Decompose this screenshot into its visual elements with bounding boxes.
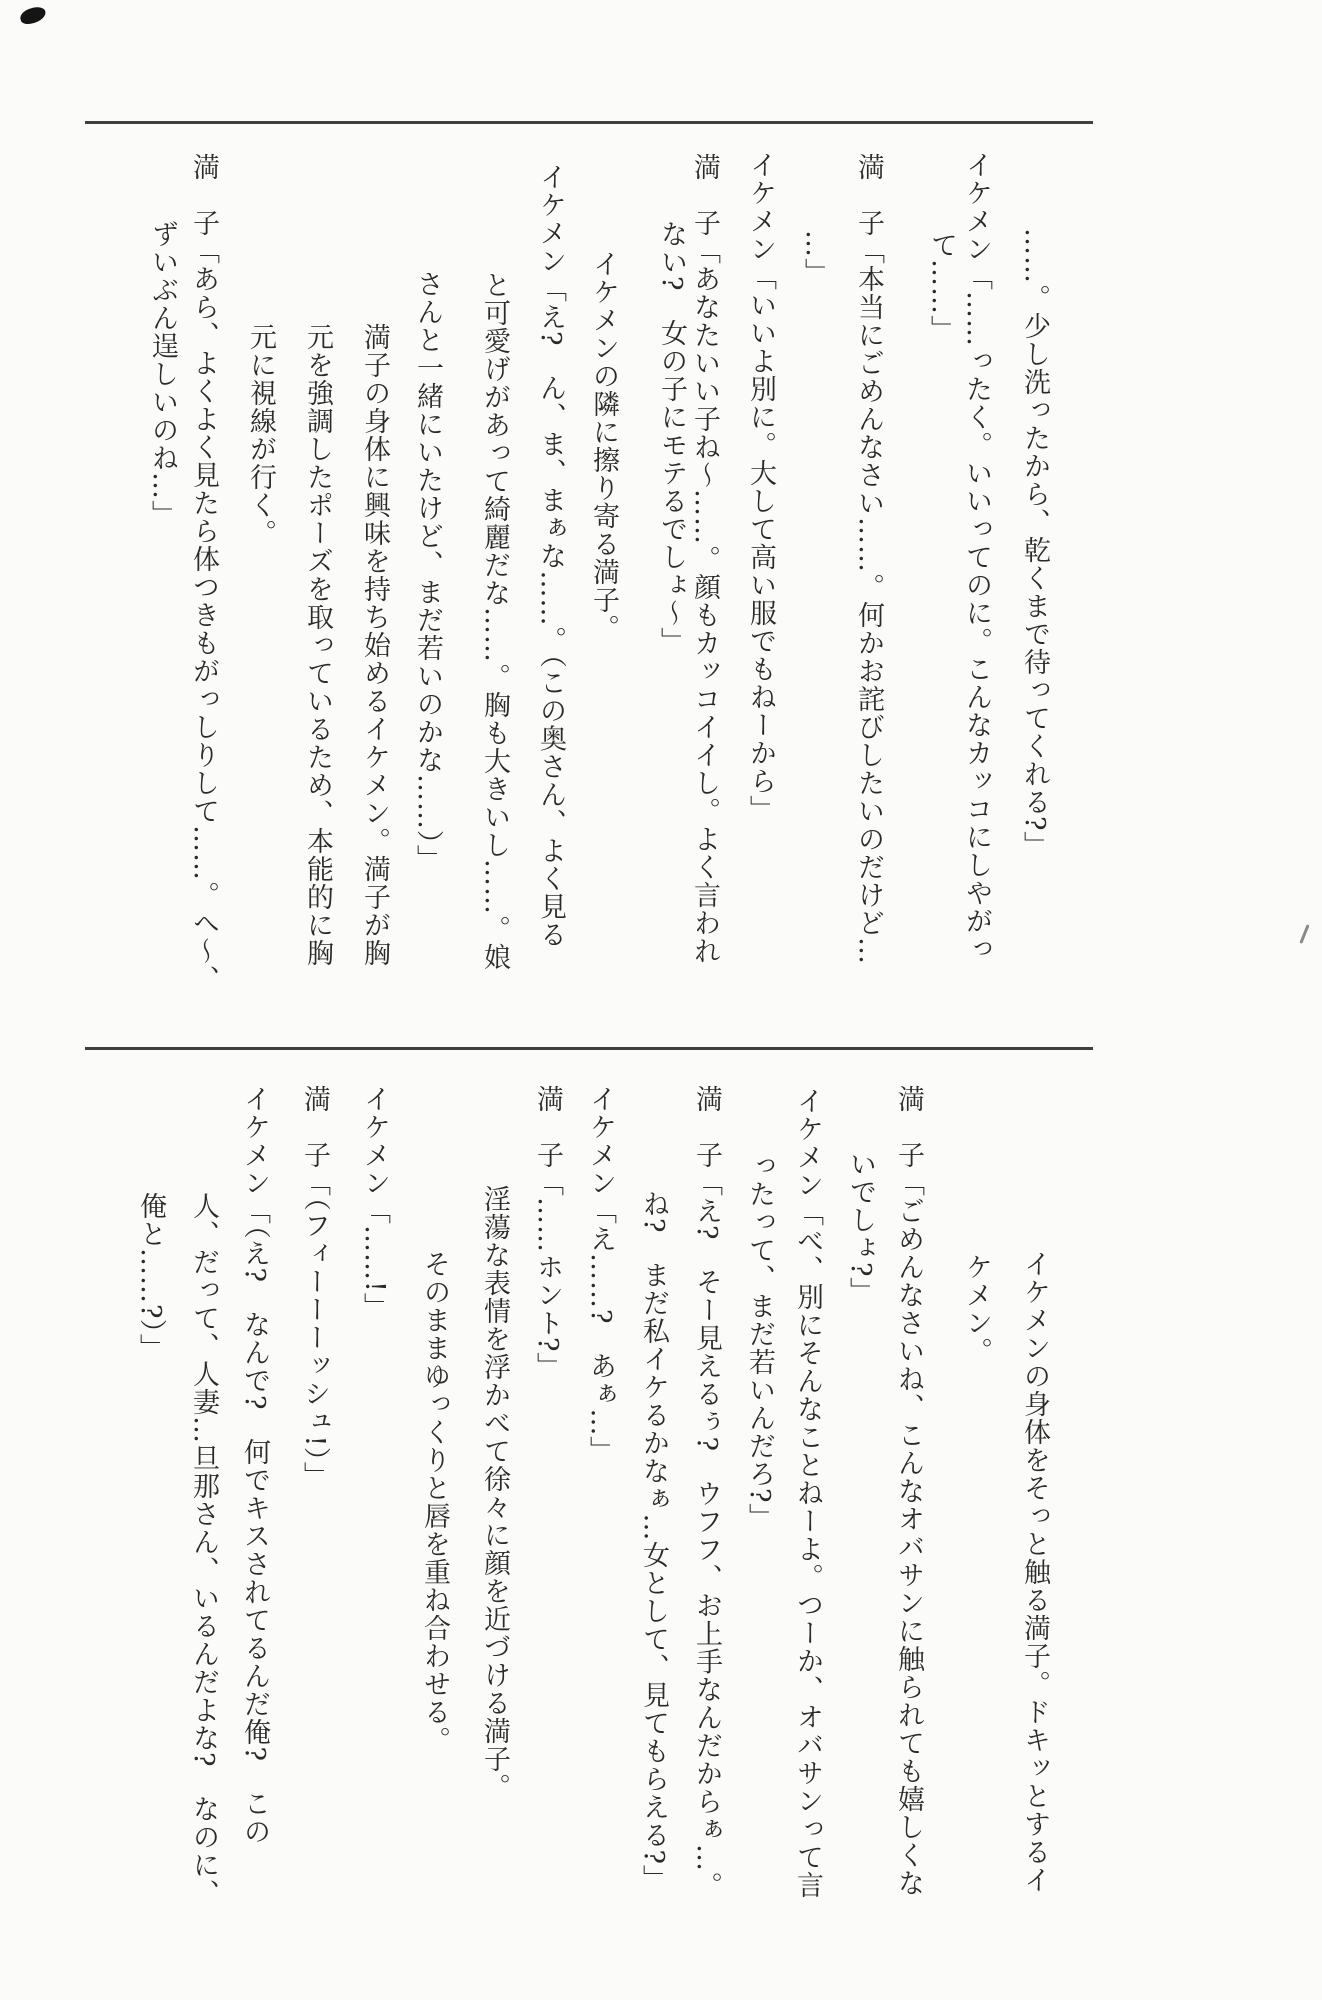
top-rule bbox=[85, 121, 1093, 124]
text-column: 人、だって、人妻…旦那さん、いるんだよな? なのに、 bbox=[188, 1192, 219, 1908]
mid-rule bbox=[85, 1047, 1093, 1050]
text-column: ずいぶん逞しいのね…」 bbox=[147, 220, 178, 528]
text-column: 満 子「本当にごめんなさい……。何かお詫びしたいのだけど… bbox=[853, 153, 884, 965]
text-column: そのままゆっくりと唇を重ね合わせる。 bbox=[419, 1250, 450, 1754]
text-column: ケメン。 bbox=[961, 1253, 992, 1365]
text-column: ったって、まだ若いんだろ?」 bbox=[744, 1152, 775, 1532]
text-column: イケメン「……ったく。いいってのに。こんなカッコにしやがっ bbox=[961, 151, 992, 963]
text-column: イケメン「べ、別にそんなことねーよ。つーか、オバサンって言 bbox=[792, 1087, 823, 1899]
text-column: 元に視線が行く。 bbox=[245, 323, 276, 547]
text-column: イケメン「……!」 bbox=[359, 1085, 390, 1321]
text-column: 満 子「あなたいい子ね〜……。顔もカッコイイし。よく言われ bbox=[689, 153, 720, 965]
text-column: 俺と……?）」 bbox=[135, 1192, 166, 1362]
script-block-2 bbox=[137, 1085, 1048, 1965]
text-column: 満 子「ごめんなさいね、こんなオバサンに触られても嬉しくな bbox=[893, 1085, 924, 1897]
text-column: と可愛げがあって綺麗だな……。胸も大きいし……。娘 bbox=[479, 271, 510, 971]
text-column: 満 子「（フィーーーッシュ!）」 bbox=[299, 1085, 330, 1490]
text-column: ……。少し洗ったから、乾くまで待ってくれる?」 bbox=[1019, 228, 1050, 860]
script-block-1 bbox=[149, 151, 1048, 1031]
text-column: イケメン「え……? あぁ…」 bbox=[585, 1085, 616, 1465]
text-column: て……」 bbox=[926, 231, 957, 343]
text-column: 淫蕩な表情を浮かべて徐々に顔を近づける満子。 bbox=[479, 1185, 510, 1801]
text-column: いでしょ?」 bbox=[845, 1150, 876, 1306]
text-column: ない? 女の子にモテるでしょ〜」 bbox=[656, 220, 687, 656]
text-column: ね? まだ私イケるかなぁ…女として、見てもらえる?」 bbox=[638, 1190, 669, 1893]
text-column: 満子の身体に興味を持ち始めるイケメン。満子が胸 bbox=[359, 323, 390, 967]
text-column: イケメンの身体をそっと触る満子。ドキッとするイ bbox=[1019, 1250, 1050, 1894]
text-column: さんと一緒にいたけど、まだ若いのかな……）」 bbox=[412, 270, 443, 873]
text-column: 満 子「え? そー見えるぅ? ウフフ、お上手なんだからぁ…。 bbox=[691, 1085, 722, 1900]
scan-mark bbox=[1299, 924, 1309, 944]
text-column: 満 子「……ホント?」 bbox=[532, 1085, 563, 1381]
text-column: …」 bbox=[800, 230, 831, 286]
ink-blot bbox=[19, 5, 48, 26]
text-column: 元を強調したポーズを取っているため、本能的に胸 bbox=[302, 323, 333, 967]
text-column: 満 子「あら、よくよく見たら体つきもがっしりして……。へ〜、 bbox=[188, 153, 219, 993]
text-column: イケメン「いいよ別に。大して高い服でもねーから」 bbox=[745, 151, 776, 823]
text-column: イケメン「（え? なんで? 何でキスされてるんだ俺? この bbox=[239, 1085, 270, 1846]
text-column: イケメンの隣に擦り寄る満子。 bbox=[588, 250, 619, 642]
text-column: イケメン「え? ん、ま、まぁな……。（この奥さん、よく見る bbox=[535, 163, 566, 949]
